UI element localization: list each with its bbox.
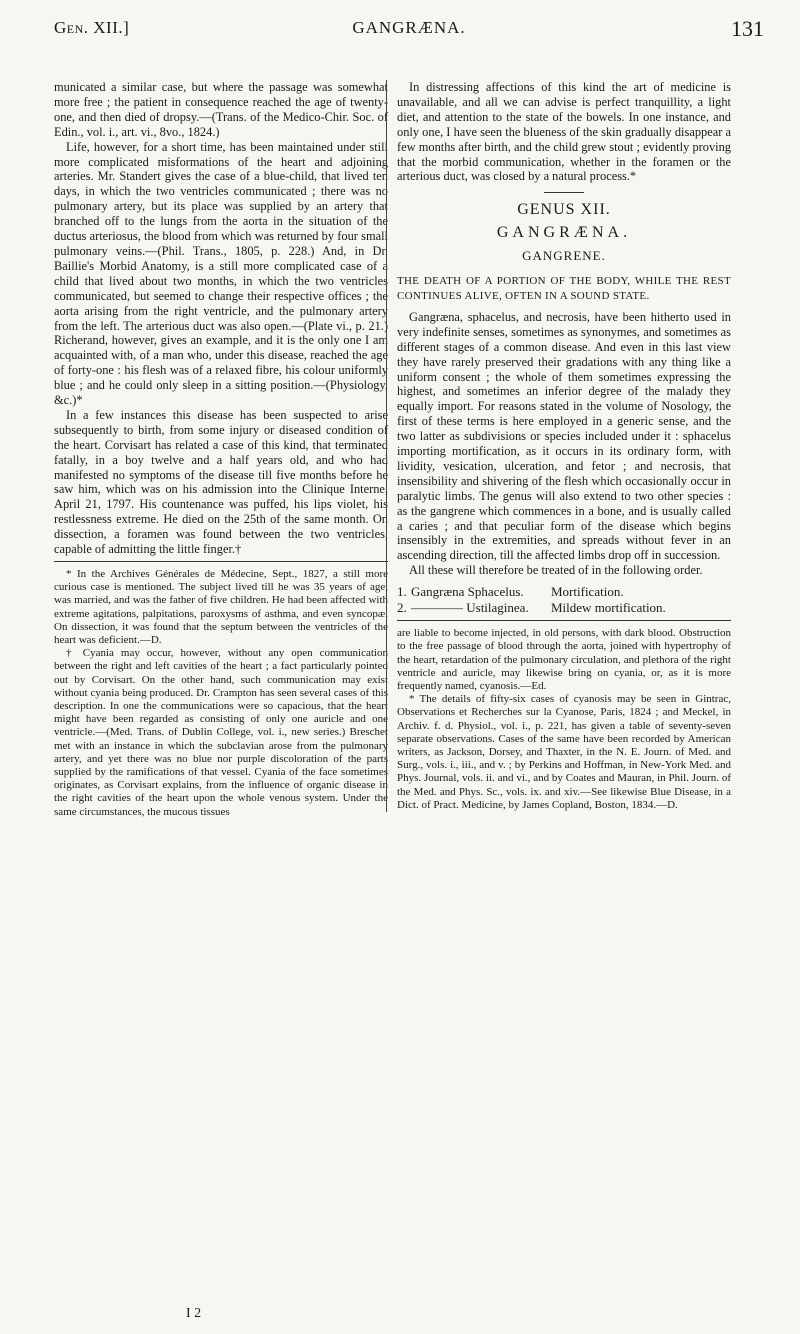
paragraph: municated a similar case, but where the passage was somewhat more free ; the patient in consequence reached the age of twenty-one, and then died of dropsy.—(Trans. of the Medico-Chir. Soc. of Edin., vol. i., art. vi., 8vo., 1824.) bbox=[54, 80, 388, 139]
footnote: † Cyania may occur, however, without any open communication between the right and left cavities of the heart ; a fact particularly pointed out by Corvisart. On the other hand, such communication may exist without cyania being produced. Dr. Crampton has seen several cases of this description. In one the communications were so capacious, that the heart might have been regarded as consisting of only one auricle and one ventricle.—(Med. Trans. of Dublin College, vol. i., new series.) Breschet met with an instance in which the subclavian arose from the pulmonary artery, and yet there was no blue nor purple discoloration of the parts supplied by the ramifications of that vessel. Cyania of the face sometimes originates, as Corvisart explains, from the influence of organic disease in the right cavities of the heart upon the whole venous system. Under the same circumstances, the mucous tissues bbox=[54, 647, 388, 818]
footnote: * In the Archives Générales de Médecine, Sept., 1827, a still more curious case is mentioned. The subject lived till he was 35 years of age, was married, and was the father of five children. He had been affected with extreme agitations, palpitations, paroxysms of asthma, and even syncopæ. On dissection, it was found that the septum between the ventricles of the heart was deficient.—D. bbox=[54, 568, 388, 647]
paragraph: In a few instances this disease has been suspected to arise subsequently to birth, from some injury or diseased condition of the heart. Corvisart has related a case of this kind, that terminated fatally, in a boy twelve and a half years old, and who had manifested no symptoms of the disease till five months before he saw him, which was on his admission into the Clinique Interne, April 21, 1797. His countenance was puffed, his lips violet, his restlessness extreme. He died on the 25th of the same month. On dissection, a foramen was found between the two ventricles, capable of admitting the little finger.† bbox=[54, 407, 388, 557]
left-column bbox=[54, 80, 388, 819]
species-english: Mildew mortification. bbox=[551, 600, 666, 616]
header-section: Gen. XII.] bbox=[54, 18, 130, 37]
species-number: 1. bbox=[397, 584, 407, 600]
species-number: 2. bbox=[397, 600, 407, 616]
paragraph: Life, however, for a short time, has been maintained under still more complicated misformations of the heart and adjoining arteries. Mr. Standert gives the case of a blue-child, that lived ten days, in which the two ventricles communicated ; there was no pulmonary artery, but its place was supplied by an artery that branched off to the lungs from the aorta in the situation of the ductus arteriosus, the blood from which was returned by four small pulmonary veins.—(Phil. Trans., 1805, p. 228.) And, in Dr. Baillie's Morbid Anatomy, is a still more complicated case of a child that lived about two months, in which the two ventricles communicated, but seemed to change their respective offices ; the aorta arising from the right ventricle, and the pulmonary artery from the left. The arterious duct was also open.—(Plate vi., p. 21.) Richerand, however, gives an example, and it is the only one I am acquainted with, of a man who, under this disease, reached the age of forty-one : his flesh was of a relaxed fibre, his colour uniformly blue ; and he could only sleep in a sitting position.—(Physiology, &c.)* bbox=[54, 139, 388, 408]
footnote-divider bbox=[54, 561, 388, 562]
page-number: 131 bbox=[731, 16, 764, 41]
footnote-continuation: are liable to become injected, in old persons, with dark blood. Obstruction to the free passage of blood through the aorta, joined with hypertrophy of the heart, retardation of the pulmonary circulation, and plethora of the right ventricle and auricle, may likewise bring on cyania, or, as it is more frequently named, cyanosis.—Ed. bbox=[397, 627, 731, 692]
footnote-divider bbox=[397, 620, 731, 621]
paragraph: Gangræna, sphacelus, and necrosis, have been hitherto used in very indefinite senses, sometimes as synonymes, and sometimes as different stages of a common disease. And even in this last view they have rarely preserved their gradations with any thing like a uniform consent ; the whole of them sometimes expressing the highest, and sometimes an inferior degree of the malady they equally import. For reasons stated in the volume of Nosology, the first of these terms is here employed in a generic sense, and the two latter as subdivisions or species included under it : sphacelus importing mortification, as it occurs in its ordinary form, with lividity, vesication, ulceration, and fetor ; and necrosis, that insensibility and shivering of the flesh which occasionally occur in paralytic limbs. The genus will also extend to two other species : as the gangrene which commences in a bone, and is usually called a caries ; and that peculiar form of the disease which begins insensibly in the extremities, and spreads without fever in an ascending direction, till the affected limbs drop off in succession. bbox=[397, 309, 731, 563]
paragraph: In distressing affections of this kind the art of medicine is unavailable, and all we can advise is perfect tranquillity, a light diet, and attention to the state of the bowels. In one instance, and only one, I have seen the blueness of the skin gradually disappear a few months after birth, and the child grew stout ; evidently proving that the morbid communication, whether in the foramen or the arterious duct, was closed by a natural process.* bbox=[397, 80, 731, 184]
running-header bbox=[54, 18, 764, 48]
signature-mark: I 2 bbox=[186, 1306, 202, 1321]
genus-definition: THE DEATH OF A PORTION OF THE BODY, WHILE THE REST CONTINUES ALIVE, OFTEN IN A SOUND STATE. bbox=[397, 275, 731, 302]
species-english: Mortification. bbox=[551, 584, 624, 600]
list-item bbox=[397, 584, 731, 600]
genus-english-name: GANGRENE. bbox=[522, 248, 606, 264]
right-column bbox=[386, 80, 731, 812]
footnote: * The details of fifty-six cases of cyanosis may be seen in Gintrac, Observations et Recherches sur la Cyanose, Paris, 1824 ; and Meckel, in Archiv. f. d. Physiol., vol. i., p. 221, has given a table of seventy-seven separate observations. Cases of the same have been recorded by American writers, as Jackson, Dorsey, and Thaxter, in the N. E. Journ. of Med. and Surg., vols. i., iii., and v. ; by Perkins and Hoffman, in New-York Med. and Phys. Journal, vols. ii. and vi., and by Coates and Mauran, in Phil. Journ. of the Med. and Phys. Sc., vols. ix. and xiv.—See likewise Blue Disease, in a Dict. of Pract. Medicine, by James Copland, Boston, 1834.—D. bbox=[397, 693, 731, 811]
species-latin: Gangræna Sphacelus. bbox=[411, 584, 524, 600]
genus-name: GANGRÆNA. bbox=[496, 224, 632, 242]
genus-heading: GENUS XII. bbox=[517, 201, 611, 219]
species-latin: ———— Ustilaginea. bbox=[411, 600, 529, 616]
header-title: GANGRÆNA. bbox=[352, 18, 466, 37]
list-item bbox=[397, 600, 731, 616]
section-divider bbox=[544, 192, 584, 193]
species-order-list bbox=[397, 584, 731, 616]
paragraph: All these will therefore be treated of in the following order. bbox=[409, 563, 703, 578]
